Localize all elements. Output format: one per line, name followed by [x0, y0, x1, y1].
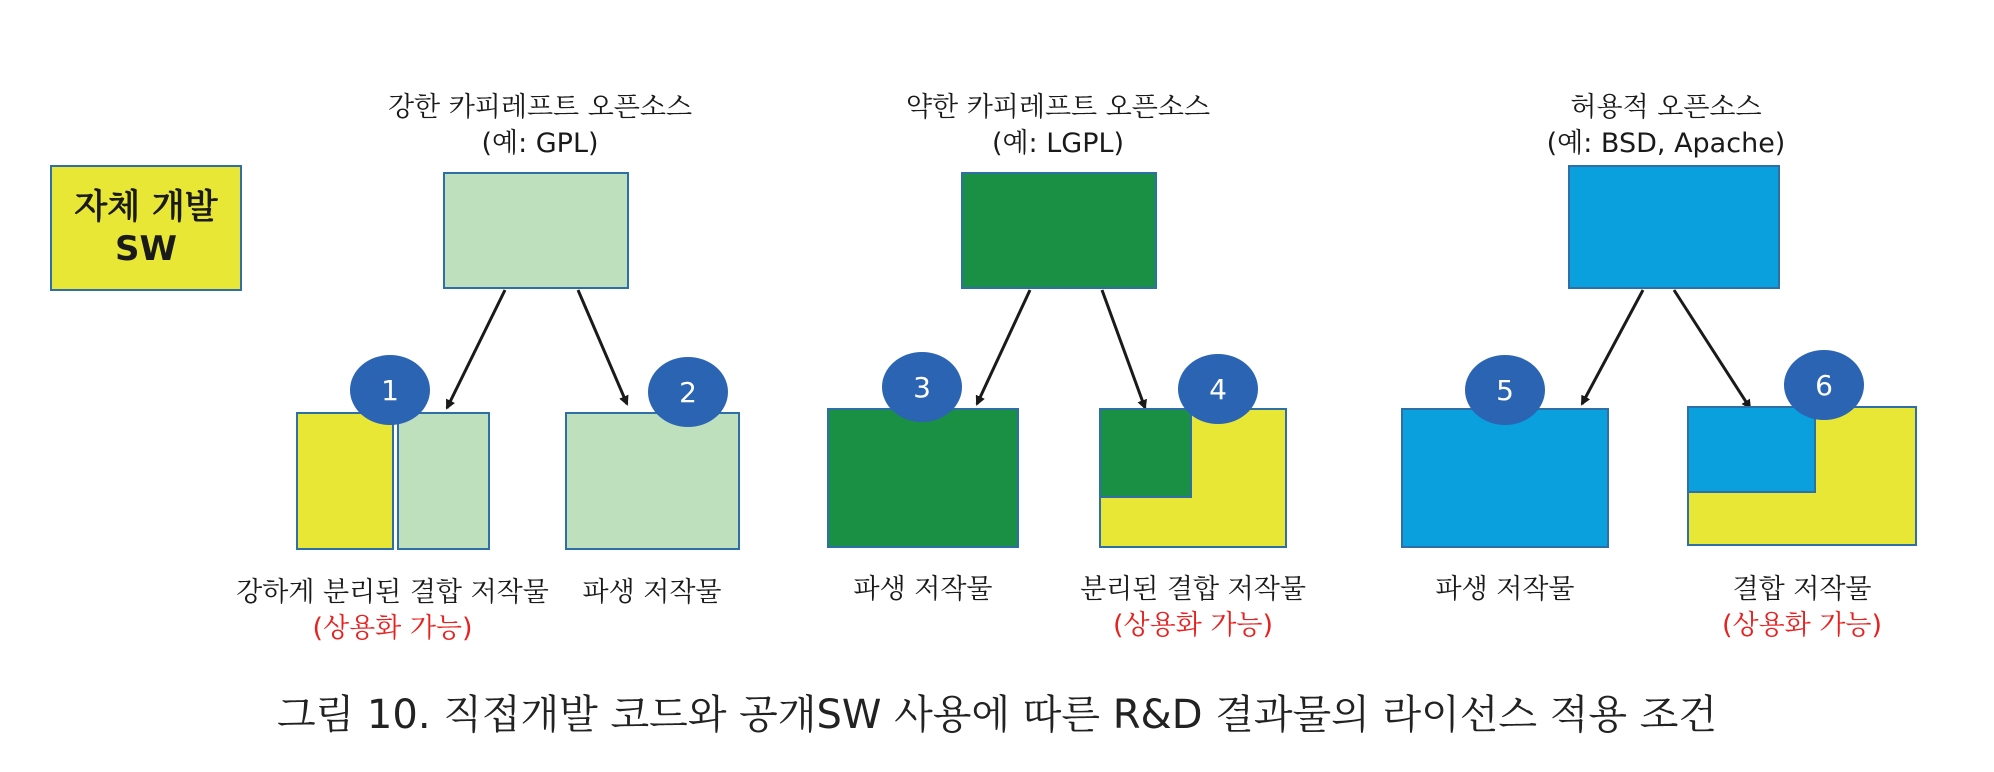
outcome-1-own-part [296, 412, 394, 550]
arrow-4 [1102, 290, 1145, 408]
badge-3: 3 [882, 352, 962, 422]
group-title: 허용적 오픈소스 [1570, 92, 1762, 123]
outcome-5-box [1401, 408, 1609, 548]
arrow-3 [977, 290, 1030, 404]
own-sw-label-line1: 자체 개발 [74, 187, 218, 227]
outcome-label: 결합 저작물 [1732, 574, 1872, 605]
commercial-note: (상용화 가능) [1721, 610, 1883, 641]
own-sw-label-line2: SW [115, 229, 177, 269]
arrow-6 [1674, 290, 1750, 408]
outcome-2-box [565, 412, 740, 550]
outcome-label: 강하게 분리된 결합 저작물 [236, 577, 549, 608]
badge-2: 2 [648, 357, 728, 427]
outcome-2-caption [552, 575, 752, 611]
arrow-5 [1582, 290, 1643, 404]
arrow-1 [447, 290, 505, 408]
outcome-4-oss-part [1099, 408, 1192, 498]
badge-4: 4 [1178, 354, 1258, 424]
group-title: 강한 카피레프트 오픈소스 [387, 92, 693, 123]
commercial-note: (상용화 가능) [312, 613, 473, 644]
outcome-3-caption [823, 572, 1023, 608]
outcome-3-box [827, 408, 1019, 548]
badge-1: 1 [350, 355, 430, 425]
outcome-label: 파생 저작물 [853, 574, 993, 605]
arrow-2 [578, 290, 627, 404]
outcome-label: 파생 저작물 [1435, 574, 1575, 605]
outcome-5-caption [1405, 572, 1605, 608]
commercial-note: (상용화 가능) [1112, 610, 1274, 641]
badge-6: 6 [1784, 350, 1864, 420]
group-example: (예: GPL) [481, 128, 599, 159]
group-example: (예: LGPL) [991, 128, 1125, 159]
outcome-1-oss-part [397, 412, 490, 550]
group-example: (예: BSD, Apache) [1546, 128, 1786, 159]
outcome-label: 파생 저작물 [582, 577, 722, 608]
outcome-label: 분리된 결합 저작물 [1080, 574, 1306, 605]
outcome-6-oss-part [1687, 406, 1816, 493]
badge-5: 5 [1465, 355, 1545, 425]
outcome-1-caption [220, 575, 565, 647]
group-title: 약한 카피레프트 오픈소스 [905, 92, 1211, 123]
figure-caption: 그림 10. 직접개발 코드와 공개SW 사용에 따른 R&D 결과물의 라이선스 적용 조건 [276, 692, 1718, 738]
outcome-6-caption [1702, 572, 1902, 644]
outcome-4-caption [1043, 572, 1343, 644]
